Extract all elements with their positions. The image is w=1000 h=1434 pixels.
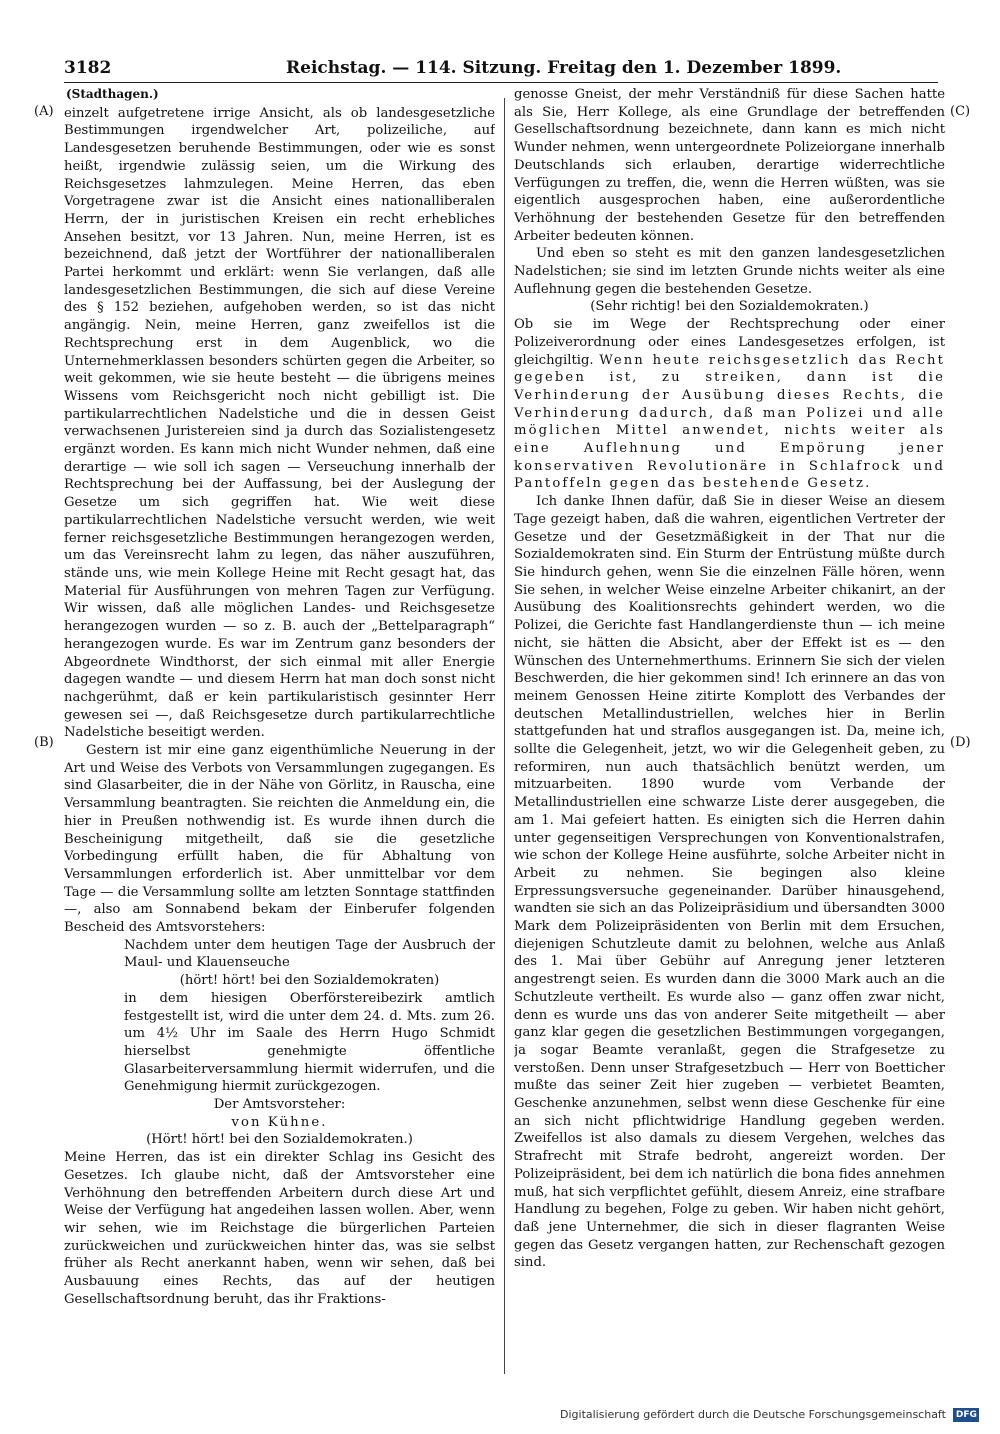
quoted-notice: Nachdem unter dem heutigen Tage der Ausbruch der Maul- und Klauenseuche: [124, 937, 495, 971]
emphasized-passage: Wenn heute reichsgesetzlich das Recht gegeben ist, zu streiken, dann ist die Verhinderung der Ausübung dieses Rechts, die Verhinderung dadurch, daß man Polizei und alle möglichen Mittel anwendet, nichts weiter als eine Auflehnung und Empörung jener konservativen Revolutionäre in Schlafrock und Pantoffeln gegen das bestehende Gesetz.: [514, 352, 945, 492]
page-header: [64, 56, 938, 80]
funding-footer: [560, 1406, 977, 1424]
paragraph: [514, 316, 945, 493]
paragraph: Und eben so steht es mit den ganzen landesgesetzlichen Nadelstichen; sie sind im letzten Grunde nichts weiter als eine Auflehnung gegen die bestehenden Gesetze.: [514, 246, 945, 297]
margin-marker-a: (A): [34, 104, 54, 119]
page-number: 3182: [64, 58, 112, 78]
interjection: (Sehr richtig! bei den Sozialdemokraten.): [590, 299, 869, 315]
paragraph: einzelt aufgetretene irrige Ansicht, als ob landesgesetzliche Bestimmungen irgendwelcher Art, polizeiliche, auf Landesgesetzen beruhende Bestimmungen, oder wie es sonst heißt, irgendwie zulässig seien, um die Wirkung des Reichsgesetzes lahmzulegen. Meine Herren, das eben Vorgetragene zwar ist die Ansicht eines nationalliberalen Herrn, der in juristischen Kreisen ein recht erhebliches Ansehen besitzt, vor 13 Jahren. Nun, meine Herren, ist es bezeichnend, daß jetzt der Wortführer der nationalliberalen Partei herkommt und erklärt: wenn Sie verlangen, daß alle landesgesetzlichen Bestimmungen, die sich auf diese Vereine des § 152 beziehen, aufgehoben werden, so ist das nicht angängig. Nein, meine Herren, ganz zweifellos ist die Rechtsprechung erst in dem Augenblick, wo die Unternehmerklassen besonders schürten gegen die Arbeiter, so weit gekommen, wie sie heute besteht — die übrigens meines Wissens vom Reichsgericht noch nicht gebilligt ist. Die partikularrechtlichen Nadelstiche und die in dessen Geist verwachsenen Juristereien sind ja durch das Sozialistengesetz ergänzt worden. Es kann mich nicht Wunder nehmen, daß eine derartige — wie soll ich sagen — Verseuchung innerhalb der Rechtsprechung bei der Auffassung, bei der Auslegung der Gesetze um sich gegriffen hat. Wie weit diese partikularrechtlichen Nadelstiche versucht werden, wie weit ferner reichsgesetzliche Bestimmungen herangezogen werden, um das Vereinsrecht lahm zu legen, das näher auszuführen, stände uns, wie mein Kollege Heine mit Recht gesagt hat, das Material für Ausführungen von mehren Tagen zur Verfügung. Wir wissen, daß alle möglichen Landes- und Reichsgesetze herangezogen wurden — so z. B. auch der „Bettelparagraph“ herangezogen wurde. Es war im Zentrum ganz besonders der Abgeordnete Windthorst, der sich einmal mit aller Energie dagegen wandte — und diesem Herrn hat man doch sonst nicht nachgerühmt, daß er kein partikularistisch gesinnter Herr gewesen sei —, daß Reichsgesetze durch partikularrechtliche Nadelstiche beseitigt werden.: [64, 105, 495, 741]
signature-title: Der Amtsvorsteher:: [213, 1097, 346, 1113]
paragraph: Meine Herren, das ist ein direkter Schlag ins Gesicht des Gesetzes. Ich glaube nicht, daß der Amtsvorsteher eine Verhöhnung den betreffenden Arbeitern durch diese Art und Weise der Verfügung hat angedeihen lassen wollen. Aber, wenn wir sehen, wie im Reichstage die bürgerlichen Parteien zurückweichen und zurückweichen hinter das, was sie selbst früher als Recht anerkannt haben, wenn wir sehen, daß bei Ausbauung eines Rechts, das auf der heutigen Gesellschaftsordnung beruht, das ihr Fraktions-: [64, 1150, 495, 1307]
speaker-name: (Stadthagen.): [66, 87, 159, 101]
dfg-logo: DFG: [953, 1408, 979, 1422]
paragraph: Gestern ist mir eine ganz eigenthümliche Neuerung in der Art und Weise des Verbots von Versammlungen zugegangen. Es sind Glasarbeiter, die in der Nähe von Görlitz, in Rauscha, eine Versammlung beantragten. Sie reichten die Anmeldung ein, die hier in Preußen nothwendig ist. Es wurde ihnen durch die Bescheinigung mitgetheilt, daß sie die gesetzliche Vorbedingung erfüllt haben, die für Abhaltung von Versammlungen erforderlich ist. Aber unmittelbar vor dem Tage — die Versammlung sollte am letzten Sonntage stattfinden —, also am Sonnabend bekam der Einberufer folgenden Bescheid des Amtsvorstehers:: [64, 743, 495, 936]
margin-marker-b: (B): [34, 735, 54, 750]
signature-name: von Kühne.: [231, 1114, 328, 1130]
right-column: [514, 86, 945, 1376]
left-column: [64, 86, 495, 1376]
margin-marker-d: (D): [950, 735, 971, 750]
footer-text: Digitalisierung gefördert durch die Deutsche Forschungsgemeinschaft: [560, 1408, 946, 1421]
header-rule: [64, 82, 938, 83]
column-divider: [504, 98, 505, 1374]
running-title: Reichstag. — 114. Sitzung. Freitag den 1. Dezember 1899.: [286, 58, 842, 78]
interjection: (hört! hört! bei den Sozialdemokraten): [179, 973, 440, 989]
margin-marker-c: (C): [950, 104, 971, 119]
quoted-notice: in dem hiesigen Oberförstereibezirk amtlich festgestellt ist, wird die unter dem 24. d. Mts. zum 26. um 4½ Uhr im Saale des Herrn Hugo Schmidt hierselbst genehmigte öffentliche Glasarbeiterversammlung hiermit widerrufen, und die Genehmigung hiermit zurückgezogen.: [124, 990, 495, 1095]
paragraph-sentence: Ob sie im Wege der Rechtsprechung oder einer Polizeiverordnung oder eines Landesgesetzes erfolgen, ist gleichgiltig.: [514, 317, 945, 368]
interjection: (Hört! hört! bei den Sozialdemokraten.): [146, 1132, 413, 1148]
paragraph: genosse Gneist, der mehr Verständniß für diese Sachen hatte als Sie, Herr Kollege, als eine Grundlage der betreffenden Gesellschaftsordnung bezeichnete, dann kann es mich nicht Wunder nehmen, wenn untergeordnete Polizeiorgane innerhalb Deutschlands sich erlauben, derartige widerrechtliche Verfügungen zu treffen, die, wenn die Herren wüßten, was sie eigentlich ausgesprochen haben, eine außerordentliche Verhöhnung der bestehenden Gesetze für den betreffenden Arbeiter bedeuten können.: [514, 87, 945, 244]
paragraph: Ich danke Ihnen dafür, daß Sie in dieser Weise an diesem Tage gezeigt haben, daß die wahren, eigentlichen Vertreter der Gesetze und der Gesetzmäßigkeit in der That nur die Sozialdemokraten sind. Ein Sturm der Entrüstung müßte durch Sie hindurch gehen, wenn Sie die einzelnen Fälle hören, wenn Sie sehen, in welcher Weise einzelne Arbeiter chikanirt, an der Ausübung des Koalitionsrechts gehindert werden, wo die Polizei, die Gerichte fast Handlangerdienste thun — ich meine nicht, sie hätten die Absicht, aber der Effekt ist es — den Wünschen des Unternehmerthums. Erinnern Sie sich der vielen Beschwerden, die hier gekommen sind! Ich erinnere an das von meinem Genossen Heine zitirte Komplott des Verbandes der deutschen Metallindustriellen, welches hier in Berlin stattgefunden hat und straflos ausgegangen ist. Da, meine ich, sollte die Gelegenheit, jetzt, wo wir die Gelegenheit geben, zu reformiren, nun auch thatsächlich benützt werden, um mitzuarbeiten. 1890 wurde vom Verbande der Metallindustriellen eine schwarze Liste derer ausgegeben, die am 1. Mai gefeiert hatten. Es einigten sich die Herren dahin unter gegenseitigen Versprechungen von Konventionalstrafen, wie schon der Kollege Heine ausführte, solche Arbeiter nicht in Arbeit zu nehmen. Sie begingen also kleine Erpressungsversuche gegeneinander. Darüber hinausgehend, wandten sie sich an das Polizeipräsidium und übersandten 3000 Mark dem Polizeipräsidenten von Berlin mit dem Ersuchen, diejenigen Schutzleute damit zu belohnen, welche aus Anlaß des 1. Mai über Gebühr auf Anregung jener letzteren angestrengt seien. Es wurden dann die 3000 Mark auch an die Schutzleute vertheilt. Es wurde also — ganz offen zwar nicht, denn es wurde uns das von anderer Seite mitgetheilt — aber ganz klar gegen die gesetzlichen Bestimmungen vorgegangen, ja sogar Beamte veranlaßt, gegen die Strafgesetze zu verstoßen. Denn unser Strafgesetzbuch — Herr von Boetticher mußte das seiner Zeit hier zugeben — verbietet Beamten, Geschenke anzunehmen, selbst wenn diese Geschenke für eine an sich nicht pflichtwidrige Handlung gegeben werden. Zweifellos ist also damals zu diesem Vergehen, welches das Strafrecht mit Strafe bedroht, angereizt worden. Der Polizeipräsident, bei dem ich natürlich die bona fides annehmen muß, hat sich verpflichtet gefühlt, diesem Anreiz, eine strafbare Handlung zu begehen, Folge zu geben. Wir haben nicht gehört, daß jene Unternehmer, die sich in dieser flagranten Weise gegen das Gesetz vergangen hatten, zur Rechenschaft gezogen sind.: [514, 494, 945, 1271]
